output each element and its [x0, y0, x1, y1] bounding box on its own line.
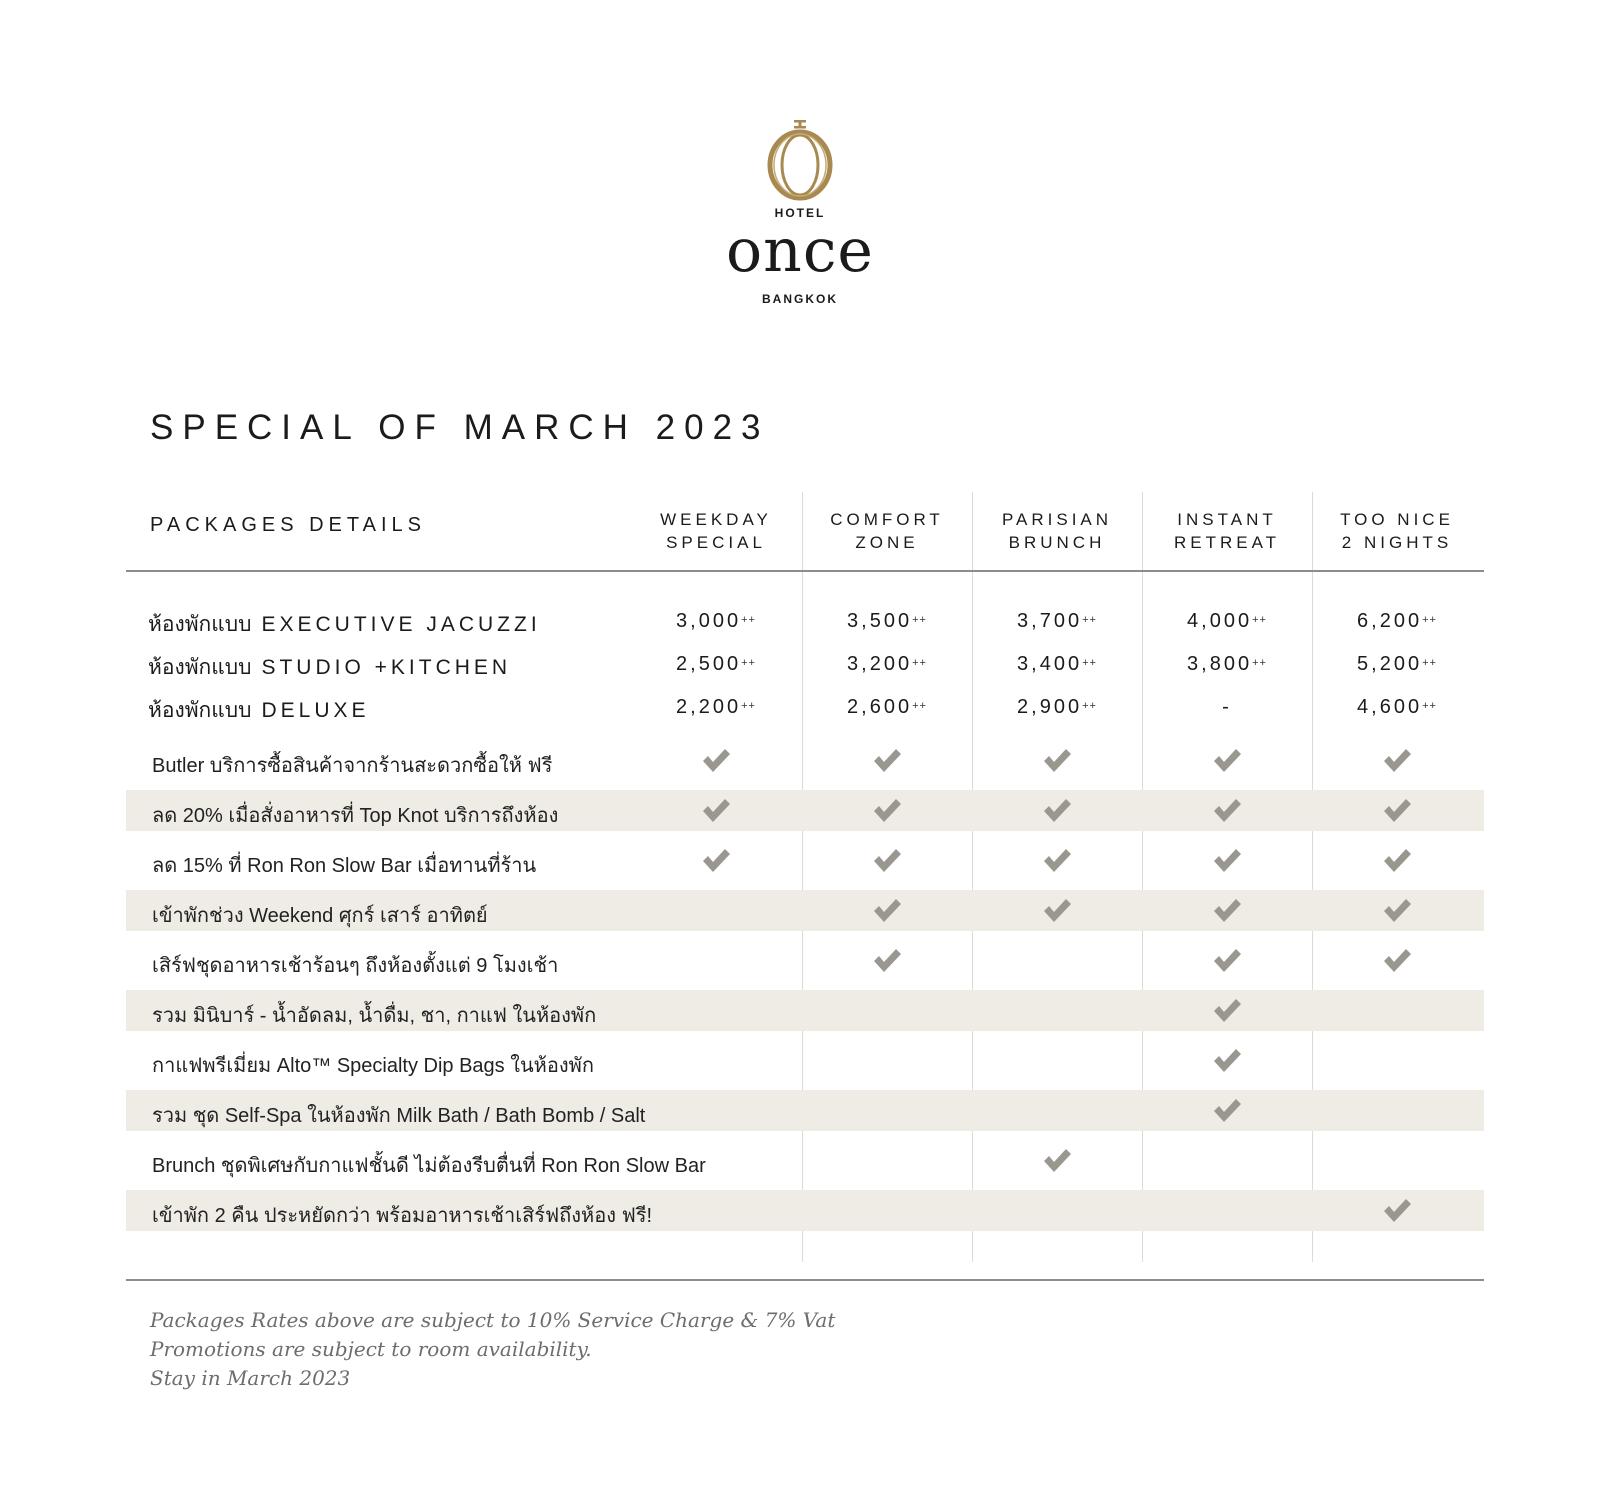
feature-label: เข้าพัก 2 คืน ประหยัดกว่า พร้อมอาหารเช้าเสิร์ฟถึงห้อง ฟรี! [152, 1205, 653, 1227]
price-value: 4,600 [1357, 696, 1423, 718]
room-type-thai: ห้องพักแบบ [148, 655, 252, 679]
checkmark-icon [1212, 846, 1242, 874]
checkmark-icon [1382, 946, 1412, 974]
column-header-line2: ZONE [855, 533, 919, 552]
column-header-line1: INSTANT [1177, 510, 1277, 529]
column-header [802, 508, 972, 554]
price-cell [972, 653, 1142, 676]
price-value: 3,400 [1017, 653, 1083, 675]
price-cell [1142, 696, 1312, 719]
checkmark-icon [1212, 796, 1242, 824]
column-header-line2: BRUNCH [1008, 533, 1106, 552]
room-row [0, 645, 1600, 685]
price-cell [631, 610, 801, 633]
footnotes [150, 1306, 835, 1393]
checkmark-icon [1382, 846, 1412, 874]
price-value: 2,500 [676, 653, 742, 675]
feature-label: ลด 20% เมื่อสั่งอาหารที่ Top Knot บริการถึงห้อง [152, 805, 559, 827]
price-value: 6,200 [1357, 610, 1423, 632]
feature-label: รวม ชุด Self-Spa ในห้องพัก Milk Bath / Bath Bomb / Salt [152, 1105, 646, 1127]
checkmark-icon [1042, 746, 1072, 774]
column-header [631, 508, 801, 554]
price-cell [1312, 610, 1482, 633]
o-monogram-icon [765, 118, 835, 202]
price-value: 3,200 [847, 653, 913, 675]
price-value: 3,500 [847, 610, 913, 632]
column-header-line1: WEEKDAY [660, 510, 772, 529]
feature-label: เข้าพักช่วง Weekend ศุกร์ เสาร์ อาทิตย์ [152, 905, 488, 927]
column-header-line2: 2 NIGHTS [1341, 533, 1453, 552]
price-suffix: ++ [912, 614, 927, 626]
price-suffix: ++ [1082, 700, 1097, 712]
price-value: - [1222, 696, 1232, 718]
logo-wordmark: once [726, 216, 874, 286]
price-cell [802, 610, 972, 633]
checkmark-icon [1042, 1146, 1072, 1174]
note-availability: Promotions are subject to room availability. [150, 1337, 592, 1361]
price-suffix: ++ [1082, 657, 1097, 669]
feature-row [126, 940, 1484, 981]
price-suffix: ++ [912, 657, 927, 669]
price-suffix: ++ [1422, 614, 1437, 626]
room-type-thai: ห้องพักแบบ [148, 698, 252, 722]
feature-label: Brunch ชุดพิเศษกับกาแฟชั้นดี ไม่ต้องรีบตื่นที่ Ron Ron Slow Bar [152, 1155, 706, 1177]
price-cell [1142, 610, 1312, 633]
price-value: 3,800 [1187, 653, 1253, 675]
price-cell [802, 696, 972, 719]
checkmark-icon [1382, 896, 1412, 924]
feature-row [126, 740, 1484, 781]
price-cell [972, 696, 1142, 719]
room-type-name: DELUXE [261, 699, 370, 722]
feature-row [126, 990, 1484, 1031]
page-title: SPECIAL OF MARCH 2023 [150, 408, 770, 447]
price-suffix: ++ [1082, 614, 1097, 626]
checkmark-icon [872, 746, 902, 774]
price-value: 5,200 [1357, 653, 1423, 675]
checkmark-icon [1212, 996, 1242, 1024]
price-cell [1142, 653, 1312, 676]
price-value: 4,000 [1187, 610, 1253, 632]
checkmark-icon [1382, 796, 1412, 824]
room-type-name: STUDIO +KITCHEN [261, 656, 512, 679]
feature-row [126, 840, 1484, 881]
footer-rule [126, 1279, 1484, 1281]
checkmark-icon [872, 946, 902, 974]
column-header-line1: COMFORT [830, 510, 944, 529]
room-type-thai: ห้องพักแบบ [148, 612, 252, 636]
price-cell [802, 653, 972, 676]
price-cell [1312, 696, 1482, 719]
checkmark-icon [1382, 746, 1412, 774]
logo-hotel-label: HOTEL [774, 206, 826, 220]
column-header [1312, 508, 1482, 554]
price-suffix: ++ [741, 657, 756, 669]
column-header-line2: SPECIAL [666, 533, 766, 552]
feature-row [126, 1190, 1484, 1231]
checkmark-icon [1042, 846, 1072, 874]
column-header [1142, 508, 1312, 554]
price-suffix: ++ [1422, 657, 1437, 669]
checkmark-icon [701, 796, 731, 824]
feature-row [126, 790, 1484, 831]
feature-row [126, 1090, 1484, 1131]
price-cell [1312, 653, 1482, 676]
note-stay-period: Stay in March 2023 [150, 1366, 351, 1390]
checkmark-icon [1042, 796, 1072, 824]
room-type-name: EXECUTIVE JACUZZI [261, 613, 541, 636]
column-header-line2: RETREAT [1173, 533, 1281, 552]
feature-label: กาแฟพรีเมี่ยม Alto™ Specialty Dip Bags ในห้องพัก [152, 1055, 594, 1077]
column-header [972, 508, 1142, 554]
checkmark-icon [1212, 896, 1242, 924]
feature-row [126, 1140, 1484, 1181]
price-cell [972, 610, 1142, 633]
room-name [148, 694, 370, 727]
checkmark-icon [1042, 896, 1072, 924]
price-value: 3,000 [676, 610, 742, 632]
logo-city-label: BANGKOK [762, 292, 838, 306]
checkmark-icon [872, 796, 902, 824]
checkmark-icon [1382, 1196, 1412, 1224]
price-value: 2,600 [847, 696, 913, 718]
column-header-line1: TOO NICE [1340, 510, 1454, 529]
checkmark-icon [1212, 946, 1242, 974]
header-rule [126, 570, 1484, 572]
price-cell [631, 653, 801, 676]
room-row [0, 688, 1600, 728]
column-header-line1: PARISIAN [1001, 510, 1113, 529]
feature-row [126, 890, 1484, 931]
checkmark-icon [1212, 1096, 1242, 1124]
room-row [0, 602, 1600, 642]
checkmark-icon [701, 846, 731, 874]
price-suffix: ++ [741, 700, 756, 712]
price-suffix: ++ [741, 614, 756, 626]
price-cell [631, 696, 801, 719]
price-value: 3,700 [1017, 610, 1083, 632]
price-value: 2,200 [676, 696, 742, 718]
checkmark-icon [1212, 1046, 1242, 1074]
feature-label: เสิร์ฟชุดอาหารเช้าร้อนๆ ถึงห้องตั้งแต่ 9 โมงเช้า [152, 955, 559, 977]
checkmark-icon [1212, 746, 1242, 774]
price-suffix: ++ [1422, 700, 1437, 712]
feature-row [126, 1040, 1484, 1081]
price-value: 2,900 [1017, 696, 1083, 718]
price-suffix: ++ [1252, 614, 1267, 626]
hotel-logo [700, 118, 900, 328]
feature-label: รวม มินิบาร์ - น้ำอัดลม, น้ำดื่ม, ชา, กาแฟ ในห้องพัก [152, 1005, 597, 1027]
price-suffix: ++ [1252, 657, 1267, 669]
feature-label: Butler บริการซื้อสินค้าจากร้านสะดวกซื้อให้ ฟรี [152, 755, 553, 777]
checkmark-icon [701, 746, 731, 774]
room-name [148, 608, 541, 641]
checkmark-icon [872, 896, 902, 924]
price-suffix: ++ [912, 700, 927, 712]
checkmark-icon [872, 846, 902, 874]
room-name [148, 651, 511, 684]
feature-label: ลด 15% ที่ Ron Ron Slow Bar เมื่อทานที่ร้าน [152, 855, 537, 877]
note-service-charge: Packages Rates above are subject to 10% Service Charge & 7% Vat [150, 1308, 836, 1332]
packages-details-label: PACKAGES DETAILS [150, 514, 426, 536]
